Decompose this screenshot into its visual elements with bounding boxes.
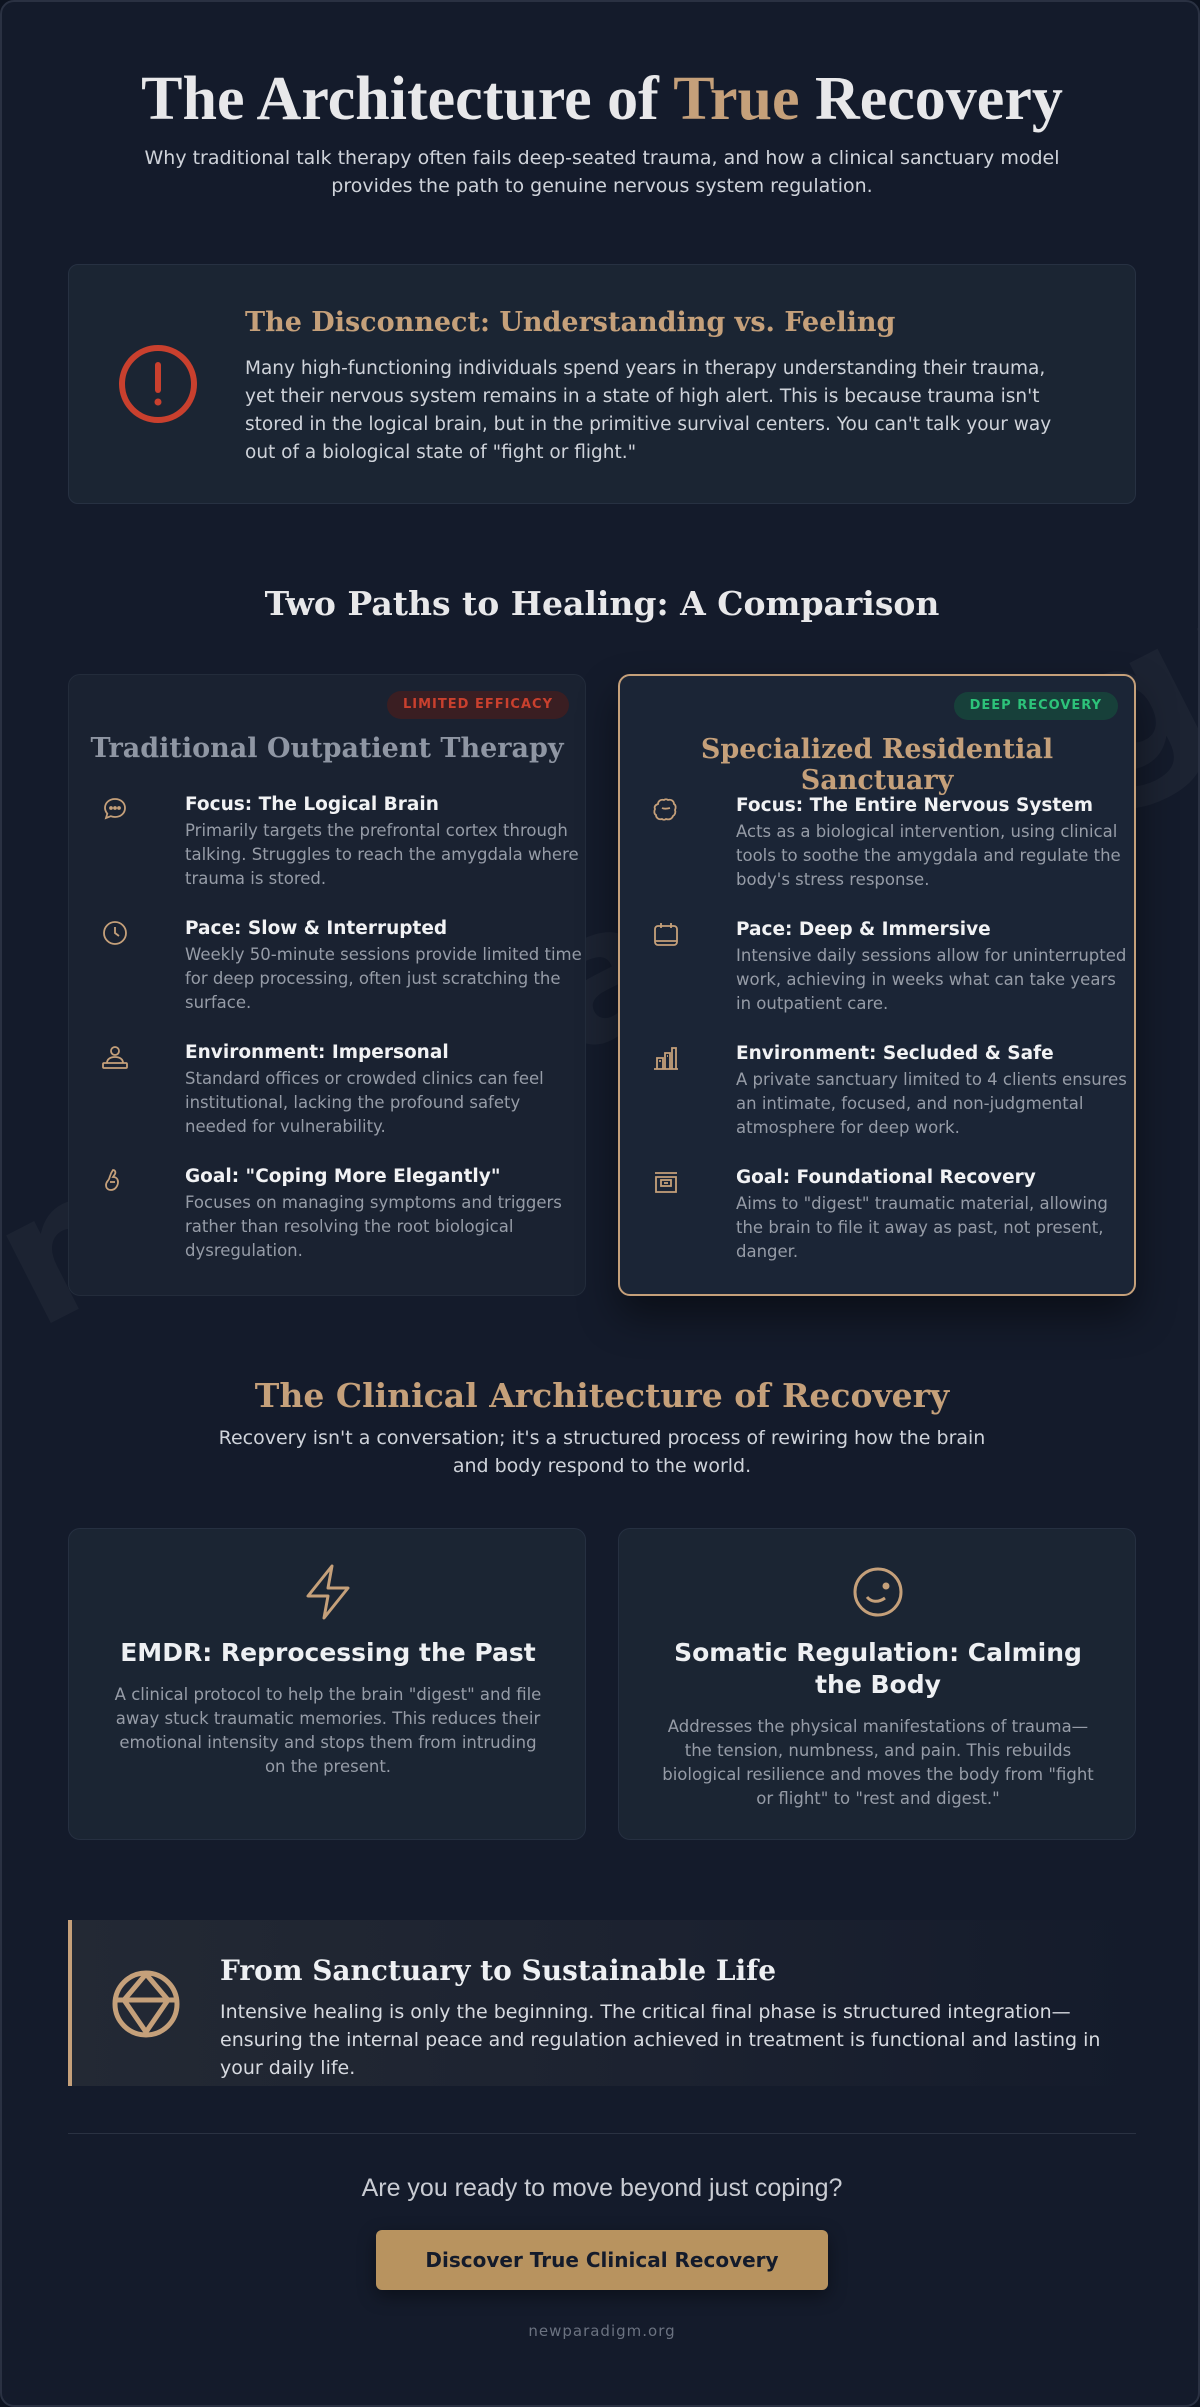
feature-title: Environment: Secluded & Safe	[736, 1043, 1054, 1064]
page-title	[2, 64, 1200, 135]
feature-text: Aims to "digest" traumatic material, allowing the brain to file it away as past, not present, danger.	[736, 1194, 1108, 1261]
feature-text: Primarily targets the prefrontal cortex through talking. Struggles to reach the amygdala where trauma is stored.	[185, 821, 579, 888]
smile-face-icon	[852, 1563, 904, 1621]
sanctuary-card-title: Specialized Residential Sanctuary	[700, 734, 1054, 796]
feature-text: Acts as a biological intervention, using clinical tools to soothe the amygdala and regulate the body's stress response.	[736, 822, 1121, 889]
life-ring-icon	[110, 1968, 182, 2040]
disconnect-card	[68, 264, 1136, 504]
office-person-icon	[101, 1043, 129, 1071]
page-subtitle: Why traditional talk therapy often fails deep-seated trauma, and how a clinical sanctuary model provides the path to genuine nervous system regulation.	[144, 147, 1060, 197]
architecture-subtitle: Recovery isn't a conversation; it's a structured process of rewiring how the brain and body respond to the world.	[218, 1427, 986, 1477]
cta-question: Are you ready to move beyond just coping?	[361, 2174, 843, 2202]
somatic-text: Addresses the physical manifestations of trauma—the tension, numbness, and pain. This rebuilds biological resilience and moves the body from "fight or flight" to "rest and digest."	[662, 1717, 1094, 1808]
feature-title: Focus: The Logical Brain	[185, 794, 439, 815]
divider	[68, 2133, 1136, 2134]
disconnect-body: Many high-functioning individuals spend years in therapy understanding their trauma, yet their nervous system remains in a state of high alert. This is because trauma isn't stored in the logical brain, but in the primitive survival centers. You can't talk your way out of a biological state of "fight or flight."	[245, 358, 1052, 463]
deep-recovery-badge: DEEP RECOVERY	[954, 692, 1118, 720]
alert-circle-icon	[117, 343, 199, 425]
feature-text: Standard offices or crowded clinics can feel institutional, lacking the profound safety needed for vulnerability.	[185, 1069, 544, 1136]
comparison-title: Two Paths to Healing: A Comparison	[264, 584, 940, 623]
limited-efficacy-badge: LIMITED EFFICACY	[387, 691, 569, 719]
feature-title: Environment: Impersonal	[185, 1042, 449, 1063]
bandage-hand-icon	[101, 1167, 129, 1195]
feature-title: Goal: "Coping More Elegantly"	[185, 1166, 501, 1187]
feature-title: Pace: Deep & Immersive	[736, 919, 991, 940]
disconnect-title: The Disconnect: Understanding vs. Feeling	[245, 307, 896, 338]
feature-text: Focuses on managing symptoms and triggers rather than resolving the root biological dysregulation.	[185, 1193, 562, 1260]
sustainable-title: From Sanctuary to Sustainable Life	[220, 1954, 777, 1987]
lightning-bolt-icon	[302, 1563, 354, 1621]
emdr-text: A clinical protocol to help the brain "digest" and file away stuck traumatic memories. This reduces their emotional intensity and stops them from intruding on the present.	[114, 1685, 542, 1776]
emdr-title: EMDR: Reprocessing the Past	[120, 1638, 536, 1667]
feature-title: Goal: Foundational Recovery	[736, 1167, 1036, 1188]
feature-title: Pace: Slow & Interrupted	[185, 918, 448, 939]
residential-sanctuary-card	[618, 674, 1136, 1296]
sustainable-life-banner	[68, 1920, 1136, 2086]
somatic-card	[618, 1528, 1136, 1840]
clock-icon	[101, 919, 129, 947]
title-part-2: Recovery	[799, 65, 1063, 133]
archive-box-icon	[652, 1168, 680, 1196]
somatic-title: Somatic Regulation: Calming the Body	[674, 1638, 1082, 1699]
feature-text: A private sanctuary limited to 4 clients ensures an intimate, focused, and non-judgmental atmosphere for deep work.	[736, 1070, 1127, 1137]
traditional-therapy-card	[68, 674, 586, 1296]
traditional-card-title: Traditional Outpatient Therapy	[90, 733, 564, 764]
brain-icon	[652, 796, 680, 824]
sanctuary-building-icon	[652, 1044, 680, 1072]
title-accent: True	[673, 65, 800, 133]
chat-bubble-icon	[101, 795, 129, 823]
sustainable-text: Intensive healing is only the beginning. The critical final phase is structured integration—ensuring the internal peace and regulation achieved in treatment is functional and lasting in your daily life.	[220, 2001, 1101, 2079]
feature-title: Focus: The Entire Nervous System	[736, 795, 1094, 816]
title-part-1: The Architecture of	[141, 65, 674, 133]
architecture-title: The Clinical Architecture of Recovery	[254, 1376, 950, 1415]
discover-recovery-button[interactable]: Discover True Clinical Recovery	[376, 2230, 828, 2290]
emdr-card	[68, 1528, 586, 1840]
feature-text: Weekly 50-minute sessions provide limited time for deep processing, often just scratching the surface.	[185, 945, 582, 1012]
calendar-icon	[652, 920, 680, 948]
footer-url: newparadigm.org	[528, 2322, 676, 2340]
feature-text: Intensive daily sessions allow for uninterrupted work, achieving in weeks what can take years in outpatient care.	[736, 946, 1127, 1013]
